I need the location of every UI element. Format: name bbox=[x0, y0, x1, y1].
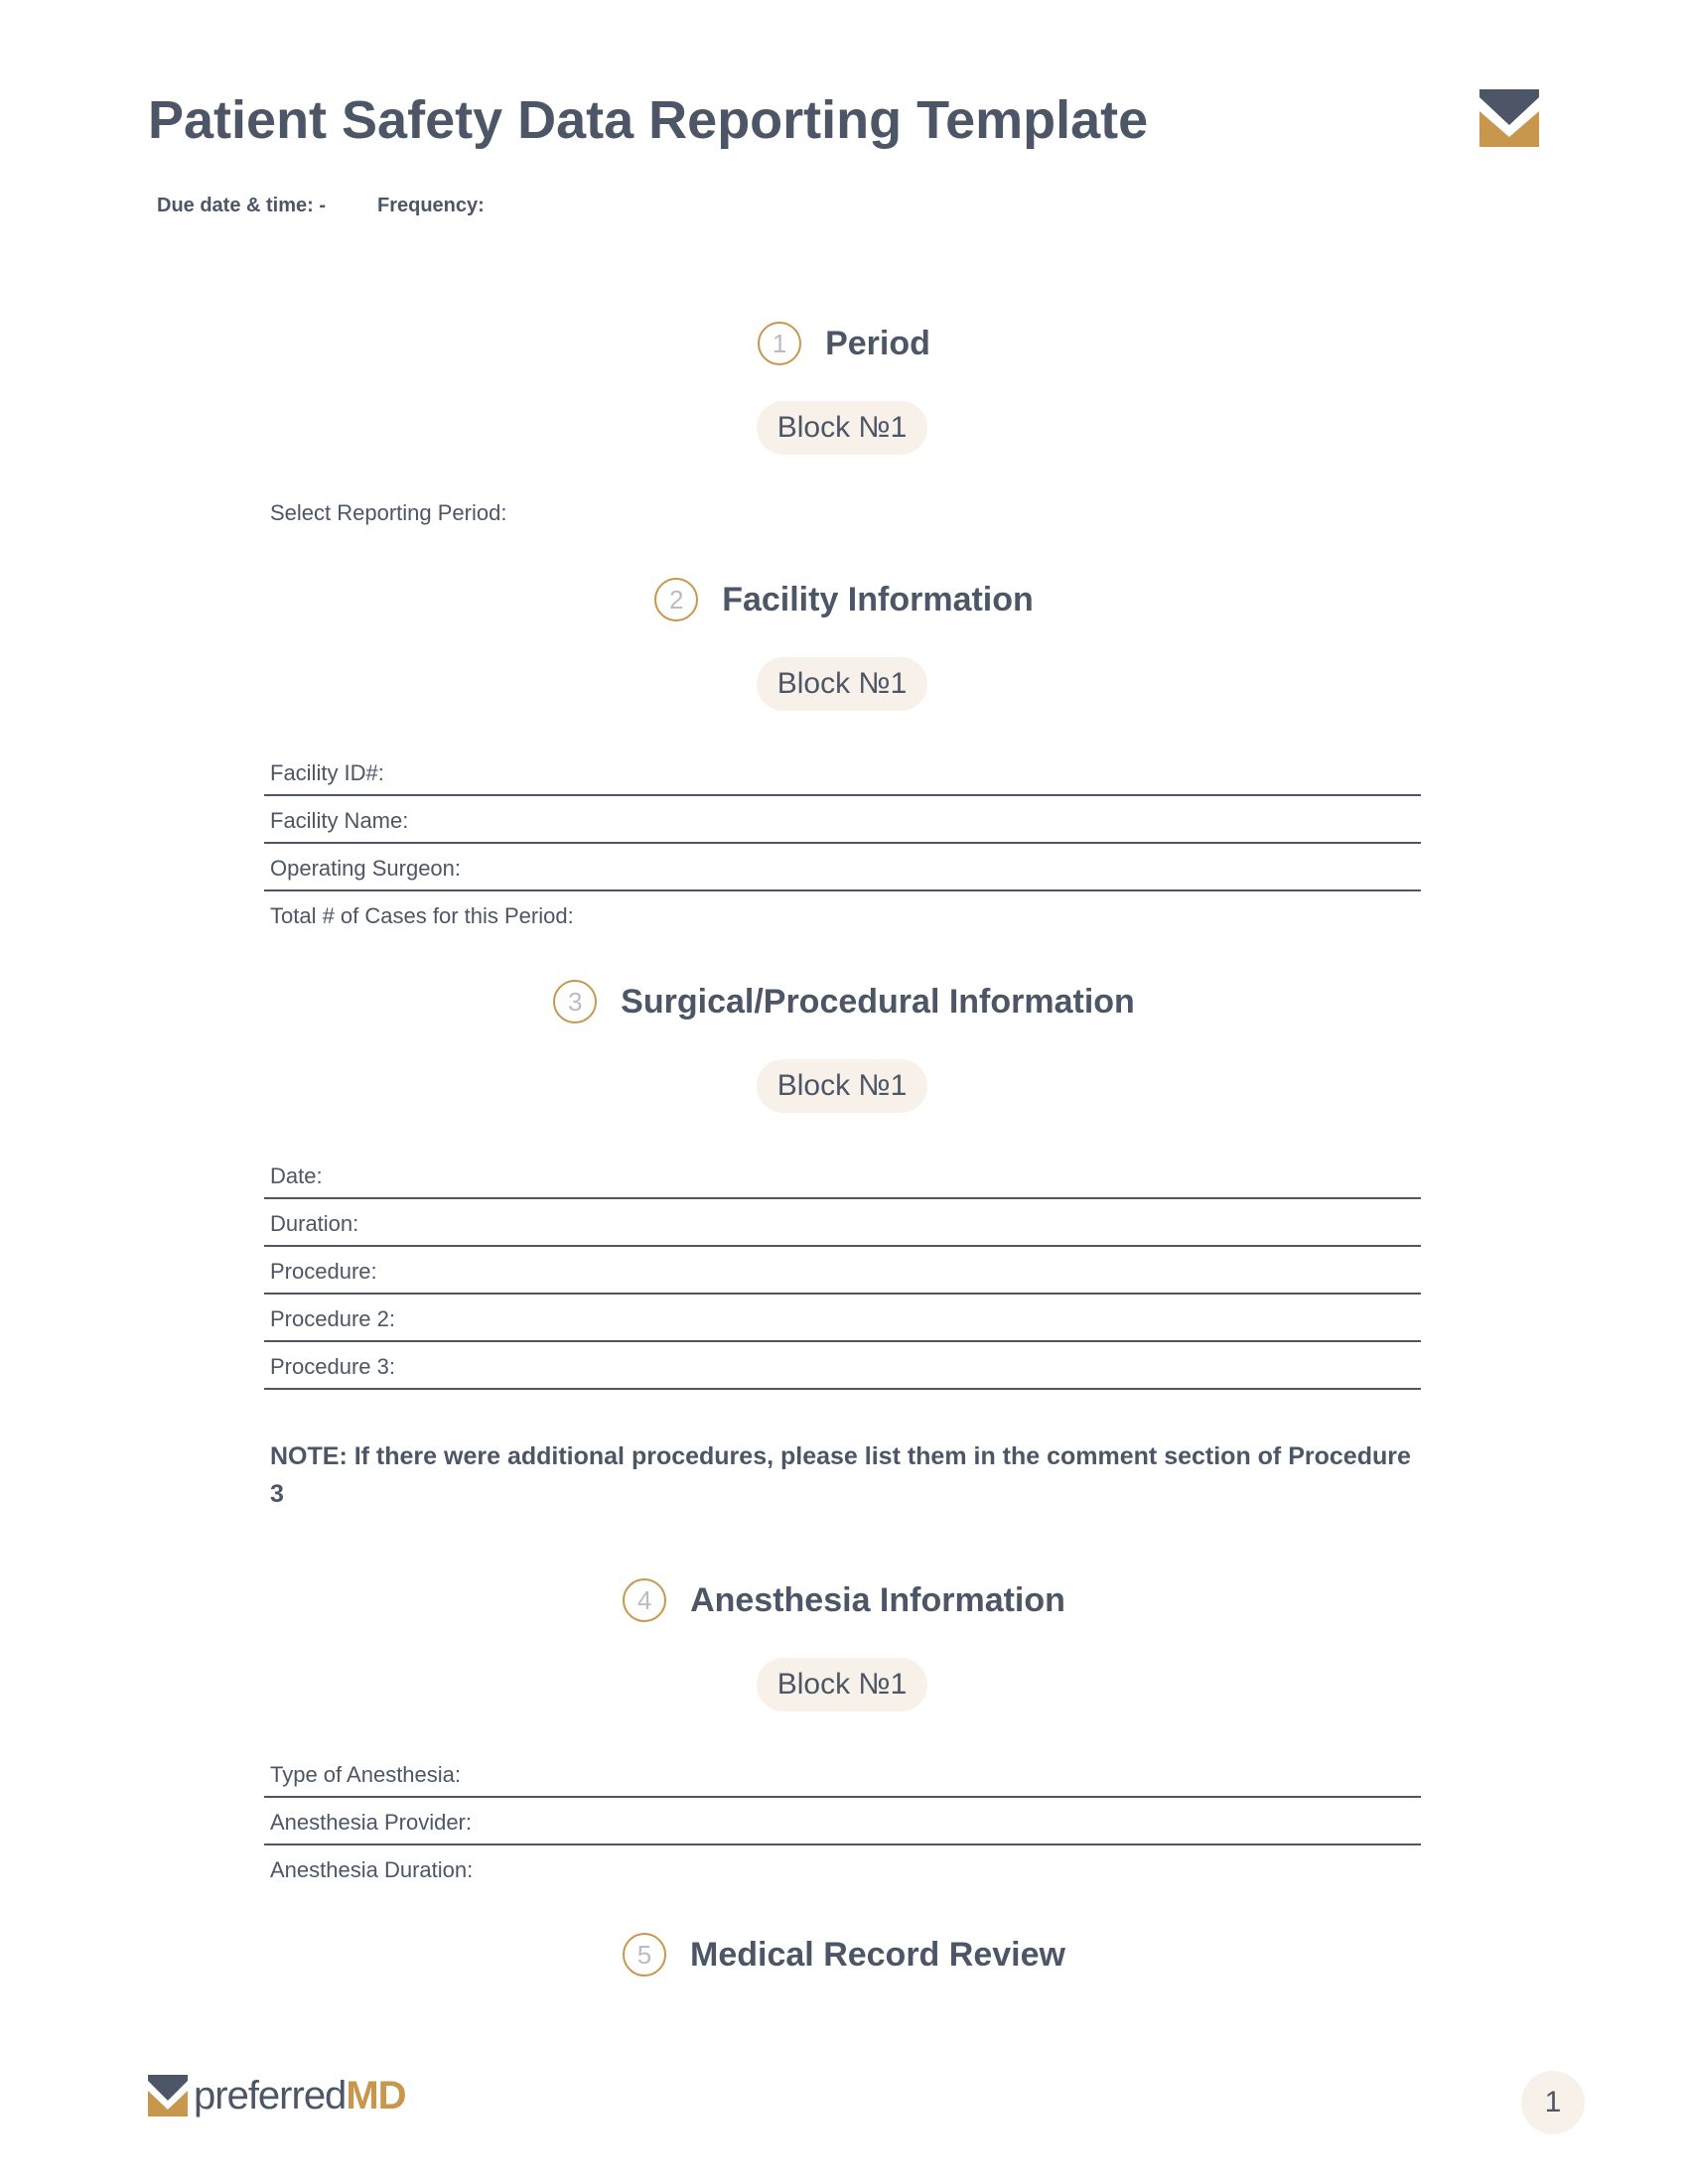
brand-wordmark: preferredMD bbox=[194, 2073, 406, 2117]
field-anesthesia-provider[interactable]: Anesthesia Provider: bbox=[264, 1798, 1421, 1845]
reporting-period-label[interactable]: Select Reporting Period: bbox=[270, 500, 507, 525]
section-title: Period bbox=[825, 324, 930, 362]
field-operating-surgeon[interactable]: Operating Surgeon: bbox=[264, 844, 1421, 891]
section-title: Facility Information bbox=[722, 580, 1034, 618]
section-title: Medical Record Review bbox=[690, 1935, 1065, 1974]
due-date-label: Due date & time: - bbox=[157, 195, 327, 216]
block-pill: Block №1 bbox=[757, 401, 927, 455]
section-title: Surgical/Procedural Information bbox=[621, 982, 1135, 1021]
page-title: Patient Safety Data Reporting Template bbox=[148, 90, 1149, 150]
anesthesia-field-list bbox=[264, 1750, 1421, 1893]
section-heading-period bbox=[0, 319, 1688, 368]
footer-brand-logo bbox=[148, 2073, 406, 2118]
section-number-badge: 5 bbox=[623, 1933, 666, 1977]
field-procedure-3[interactable]: Procedure 3: bbox=[264, 1342, 1421, 1390]
section-heading-medical-record bbox=[0, 1930, 1688, 1979]
section-heading-facility bbox=[0, 575, 1688, 624]
surgical-field-list bbox=[264, 1152, 1421, 1390]
field-facility-name[interactable]: Facility Name: bbox=[264, 796, 1421, 844]
facility-field-list bbox=[264, 749, 1421, 939]
frequency-label: Frequency: bbox=[377, 195, 485, 216]
section-number-badge: 4 bbox=[623, 1578, 666, 1622]
section-heading-surgical bbox=[0, 977, 1688, 1026]
section-number-badge: 1 bbox=[758, 322, 801, 365]
block-pill: Block №1 bbox=[757, 1658, 927, 1711]
field-anesthesia-type[interactable]: Type of Anesthesia: bbox=[264, 1750, 1421, 1798]
field-procedure-2[interactable]: Procedure 2: bbox=[264, 1295, 1421, 1342]
logo-check-icon bbox=[1479, 89, 1539, 147]
page-number: 1 bbox=[1521, 2071, 1585, 2134]
block-pill: Block №1 bbox=[757, 1059, 927, 1113]
block-pill: Block №1 bbox=[757, 657, 927, 711]
field-duration[interactable]: Duration: bbox=[264, 1199, 1421, 1247]
section-number-badge: 3 bbox=[553, 980, 597, 1024]
field-procedure[interactable]: Procedure: bbox=[264, 1247, 1421, 1295]
section-heading-anesthesia bbox=[0, 1575, 1688, 1625]
brand-check-icon bbox=[148, 2075, 188, 2116]
field-facility-id[interactable]: Facility ID#: bbox=[264, 749, 1421, 796]
field-date[interactable]: Date: bbox=[264, 1152, 1421, 1199]
procedures-note: NOTE: If there were additional procedures, please list them in the comment section of Procedure 3 bbox=[270, 1442, 1411, 1508]
section-title: Anesthesia Information bbox=[690, 1580, 1065, 1619]
field-anesthesia-duration[interactable]: Anesthesia Duration: bbox=[270, 1857, 474, 1882]
field-total-cases[interactable]: Total # of Cases for this Period: bbox=[270, 903, 574, 928]
section-number-badge: 2 bbox=[654, 578, 698, 621]
